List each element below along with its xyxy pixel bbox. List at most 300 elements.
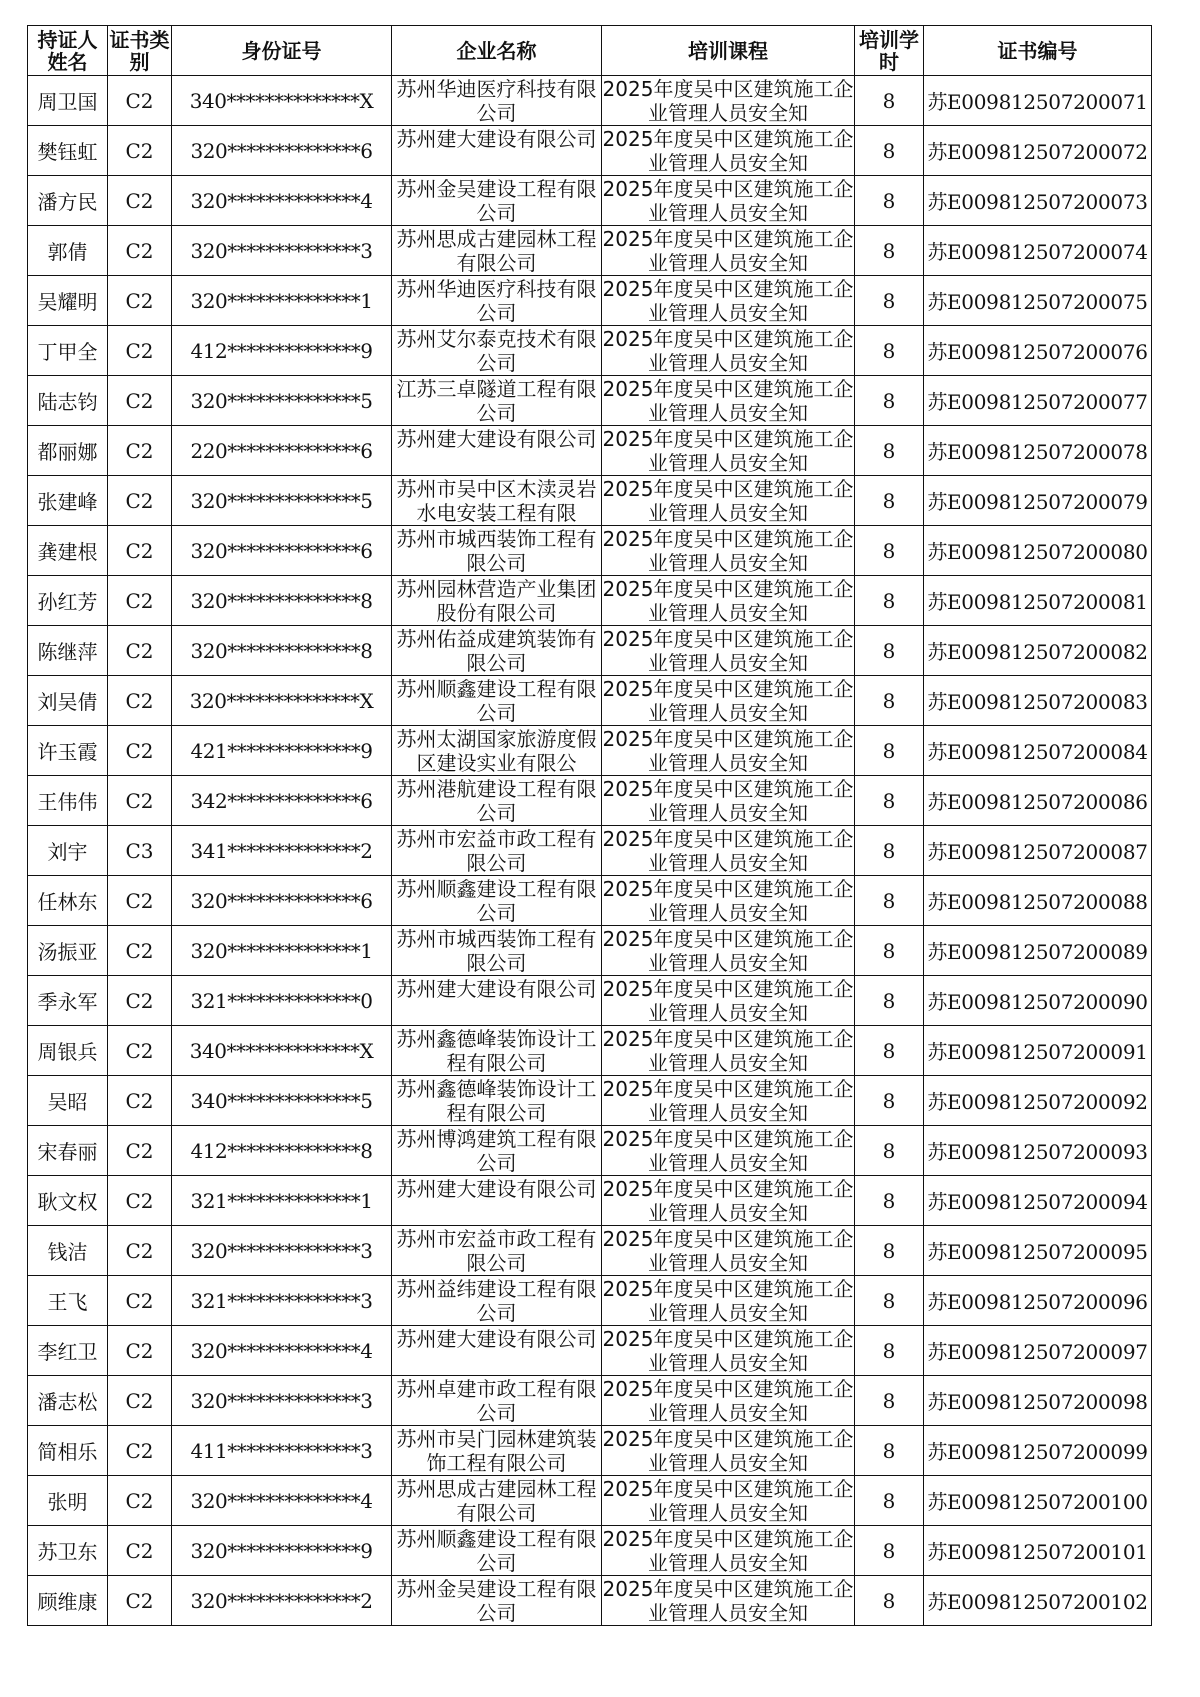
- cell-category: C2: [108, 1526, 172, 1576]
- cell-category: C2: [108, 676, 172, 726]
- cell-name: 耿文权: [28, 1176, 108, 1226]
- cell-course: [602, 1526, 855, 1576]
- cell-hours: 8: [855, 1076, 924, 1126]
- cell-id-number: 412**************9: [172, 326, 392, 376]
- cell-company-text: 苏州建大建设有限公司: [396, 977, 597, 1001]
- cell-company-text: 苏州思成古建园林工程有限公司: [396, 227, 597, 274]
- cell-company: [392, 1326, 602, 1376]
- cell-id-number: 321**************3: [172, 1276, 392, 1326]
- table-row: [28, 1526, 1152, 1576]
- cell-course: [602, 976, 855, 1026]
- cell-course-text: 2025年度吴中区建筑施工企业管理人员安全知: [602, 427, 854, 474]
- cell-company-text: 苏州思成古建园林工程有限公司: [396, 1477, 597, 1524]
- cell-name: 苏卫东: [28, 1526, 108, 1576]
- cell-hours: 8: [855, 126, 924, 176]
- header-course: 培训课程: [602, 26, 855, 76]
- cell-cert-no: 苏E009812507200087: [924, 826, 1152, 876]
- cell-name: 樊钰虹: [28, 126, 108, 176]
- table-row: [28, 626, 1152, 676]
- cell-id-number: 320**************4: [172, 1326, 392, 1376]
- cell-company: [392, 726, 602, 776]
- cell-hours: 8: [855, 326, 924, 376]
- cell-name: 张明: [28, 1476, 108, 1526]
- cell-course: [602, 1076, 855, 1126]
- cell-category: C2: [108, 276, 172, 326]
- cell-hours: 8: [855, 276, 924, 326]
- cell-cert-no: 苏E009812507200084: [924, 726, 1152, 776]
- table-row: [28, 926, 1152, 976]
- cell-name: 任林东: [28, 876, 108, 926]
- cell-name: 吴昭: [28, 1076, 108, 1126]
- cell-company-text: 苏州金吴建设工程有限公司: [396, 1577, 597, 1624]
- cell-course: [602, 826, 855, 876]
- table-row: [28, 1476, 1152, 1526]
- cell-cert-no: 苏E009812507200077: [924, 376, 1152, 426]
- cell-hours: 8: [855, 1176, 924, 1226]
- table-row: [28, 1126, 1152, 1176]
- cell-course: [602, 1426, 855, 1476]
- cell-company-text: 苏州建大建设有限公司: [396, 127, 597, 151]
- cell-course-text: 2025年度吴中区建筑施工企业管理人员安全知: [602, 377, 854, 424]
- certificate-table: [27, 25, 1152, 1626]
- cell-id-number: 340**************X: [172, 1026, 392, 1076]
- cell-course: [602, 1026, 855, 1076]
- cell-course-text: 2025年度吴中区建筑施工企业管理人员安全知: [602, 827, 854, 874]
- cell-company-text: 苏州市城西装饰工程有限公司: [396, 527, 597, 574]
- cell-hours: 8: [855, 1326, 924, 1376]
- cell-cert-no: 苏E009812507200082: [924, 626, 1152, 676]
- cell-category: C2: [108, 1426, 172, 1476]
- cell-company-text: 苏州华迪医疗科技有限公司: [396, 277, 597, 324]
- cell-course-text: 2025年度吴中区建筑施工企业管理人员安全知: [602, 1577, 854, 1624]
- cell-id-number: 412**************8: [172, 1126, 392, 1176]
- cell-course: [602, 326, 855, 376]
- cell-course: [602, 1176, 855, 1226]
- cell-course: [602, 1326, 855, 1376]
- cell-id-number: 320**************6: [172, 126, 392, 176]
- cell-company-text: 苏州艾尔泰克技术有限公司: [396, 327, 597, 374]
- cell-hours: 8: [855, 776, 924, 826]
- cell-company: [392, 1526, 602, 1576]
- cell-category: C2: [108, 526, 172, 576]
- cell-course-text: 2025年度吴中区建筑施工企业管理人员安全知: [602, 277, 854, 324]
- table-row: [28, 1076, 1152, 1126]
- cell-company: [392, 626, 602, 676]
- cell-company-text: 苏州园林营造产业集团股份有限公司: [396, 577, 597, 624]
- table-row: [28, 226, 1152, 276]
- cell-company-text: 苏州市吴门园林建筑装饰工程有限公司: [396, 1427, 597, 1474]
- cell-category: C2: [108, 1576, 172, 1626]
- cell-course: [602, 226, 855, 276]
- cell-name: 丁甲全: [28, 326, 108, 376]
- cell-category: C2: [108, 1076, 172, 1126]
- cell-course: [602, 926, 855, 976]
- cell-company-text: 苏州市城西装饰工程有限公司: [396, 927, 597, 974]
- cell-course-text: 2025年度吴中区建筑施工企业管理人员安全知: [602, 1077, 854, 1124]
- cell-id-number: 411**************3: [172, 1426, 392, 1476]
- cell-company-text: 苏州港航建设工程有限公司: [396, 777, 597, 824]
- header-name: 持证人姓名: [28, 26, 108, 76]
- cell-category: C2: [108, 776, 172, 826]
- cell-category: C2: [108, 1226, 172, 1276]
- cell-company-text: 苏州建大建设有限公司: [396, 427, 597, 451]
- cell-company-text: 苏州顺鑫建设工程有限公司: [396, 677, 597, 724]
- cell-id-number: 320**************6: [172, 876, 392, 926]
- cell-name: 宋春丽: [28, 1126, 108, 1176]
- cell-name: 潘方民: [28, 176, 108, 226]
- cell-company: [392, 1026, 602, 1076]
- cell-name: 周银兵: [28, 1026, 108, 1076]
- cell-hours: 8: [855, 576, 924, 626]
- table-row: [28, 426, 1152, 476]
- table-row: [28, 1276, 1152, 1326]
- cell-hours: 8: [855, 1576, 924, 1626]
- cell-category: C2: [108, 576, 172, 626]
- cell-company-text: 苏州建大建设有限公司: [396, 1327, 597, 1351]
- cell-hours: 8: [855, 476, 924, 526]
- cell-course-text: 2025年度吴中区建筑施工企业管理人员安全知: [602, 177, 854, 224]
- cell-name: 许玉霞: [28, 726, 108, 776]
- cell-id-number: 421**************9: [172, 726, 392, 776]
- cell-company: [392, 1476, 602, 1526]
- cell-cert-no: 苏E009812507200093: [924, 1126, 1152, 1176]
- cell-hours: 8: [855, 726, 924, 776]
- table-row: [28, 76, 1152, 126]
- cell-cert-no: 苏E009812507200073: [924, 176, 1152, 226]
- cell-company: [392, 1226, 602, 1276]
- cell-cert-no: 苏E009812507200080: [924, 526, 1152, 576]
- cell-hours: 8: [855, 976, 924, 1026]
- cell-company-text: 苏州佑益成建筑装饰有限公司: [396, 627, 597, 674]
- cell-id-number: 320**************3: [172, 226, 392, 276]
- cell-course-text: 2025年度吴中区建筑施工企业管理人员安全知: [602, 1427, 854, 1474]
- cell-category: C2: [108, 326, 172, 376]
- cell-course-text: 2025年度吴中区建筑施工企业管理人员安全知: [602, 927, 854, 974]
- cell-id-number: 320**************6: [172, 526, 392, 576]
- cell-cert-no: 苏E009812507200081: [924, 576, 1152, 626]
- table-row: [28, 776, 1152, 826]
- table-row: [28, 276, 1152, 326]
- cell-course-text: 2025年度吴中区建筑施工企业管理人员安全知: [602, 77, 854, 124]
- cell-hours: 8: [855, 1426, 924, 1476]
- cell-company: [392, 1376, 602, 1426]
- cell-category: C2: [108, 976, 172, 1026]
- cell-course-text: 2025年度吴中区建筑施工企业管理人员安全知: [602, 327, 854, 374]
- cell-company-text: 苏州市宏益市政工程有限公司: [396, 827, 597, 874]
- table-row: [28, 876, 1152, 926]
- cell-id-number: 320**************8: [172, 576, 392, 626]
- cell-name: 陈继萍: [28, 626, 108, 676]
- cell-hours: 8: [855, 1226, 924, 1276]
- cell-company-text: 苏州金吴建设工程有限公司: [396, 177, 597, 224]
- cell-hours: 8: [855, 1276, 924, 1326]
- cell-hours: 8: [855, 526, 924, 576]
- cell-cert-no: 苏E009812507200090: [924, 976, 1152, 1026]
- cell-course-text: 2025年度吴中区建筑施工企业管理人员安全知: [602, 577, 854, 624]
- cell-category: C2: [108, 1276, 172, 1326]
- cell-cert-no: 苏E009812507200096: [924, 1276, 1152, 1326]
- cell-course: [602, 476, 855, 526]
- cell-name: 陆志钧: [28, 376, 108, 426]
- cell-name: 刘宇: [28, 826, 108, 876]
- cell-name: 李红卫: [28, 1326, 108, 1376]
- cell-hours: 8: [855, 426, 924, 476]
- cell-course-text: 2025年度吴中区建筑施工企业管理人员安全知: [602, 1477, 854, 1524]
- cell-name: 吴耀明: [28, 276, 108, 326]
- cell-course: [602, 776, 855, 826]
- cell-course-text: 2025年度吴中区建筑施工企业管理人员安全知: [602, 977, 854, 1024]
- header-id-number: 身份证号: [172, 26, 392, 76]
- table-row: [28, 326, 1152, 376]
- table-row: [28, 1326, 1152, 1376]
- table-row: [28, 376, 1152, 426]
- cell-company-text: 苏州鑫德峰装饰设计工程有限公司: [396, 1027, 597, 1074]
- cell-cert-no: 苏E009812507200101: [924, 1526, 1152, 1576]
- cell-company: [392, 226, 602, 276]
- cell-company: [392, 976, 602, 1026]
- cell-course: [602, 676, 855, 726]
- cell-course: [602, 126, 855, 176]
- cell-id-number: 320**************1: [172, 276, 392, 326]
- cell-company: [392, 776, 602, 826]
- cell-name: 王伟伟: [28, 776, 108, 826]
- cell-cert-no: 苏E009812507200097: [924, 1326, 1152, 1376]
- table-row: [28, 476, 1152, 526]
- cell-id-number: 321**************0: [172, 976, 392, 1026]
- cell-name: 孙红芳: [28, 576, 108, 626]
- cell-company: [392, 526, 602, 576]
- cell-company-text: 苏州太湖国家旅游度假区建设实业有限公: [396, 727, 597, 774]
- cell-company-text: 苏州博鸿建筑工程有限公司: [396, 1127, 597, 1174]
- cell-company: [392, 376, 602, 426]
- table-row: [28, 1026, 1152, 1076]
- table-row: [28, 126, 1152, 176]
- cell-id-number: 320**************9: [172, 1526, 392, 1576]
- cell-category: C2: [108, 926, 172, 976]
- cell-cert-no: 苏E009812507200091: [924, 1026, 1152, 1076]
- cell-company: [392, 576, 602, 626]
- cell-company: [392, 1276, 602, 1326]
- cell-hours: 8: [855, 76, 924, 126]
- cell-cert-no: 苏E009812507200088: [924, 876, 1152, 926]
- cell-id-number: 321**************1: [172, 1176, 392, 1226]
- cell-cert-no: 苏E009812507200076: [924, 326, 1152, 376]
- cell-course-text: 2025年度吴中区建筑施工企业管理人员安全知: [602, 1377, 854, 1424]
- cell-cert-no: 苏E009812507200098: [924, 1376, 1152, 1426]
- cell-course: [602, 176, 855, 226]
- cell-cert-no: 苏E009812507200100: [924, 1476, 1152, 1526]
- cell-course: [602, 426, 855, 476]
- cell-company-text: 苏州华迪医疗科技有限公司: [396, 77, 597, 124]
- cell-cert-no: 苏E009812507200089: [924, 926, 1152, 976]
- cell-category: C2: [108, 1026, 172, 1076]
- header-company: 企业名称: [392, 26, 602, 76]
- cell-company: [392, 276, 602, 326]
- cell-company: [392, 1426, 602, 1476]
- cell-company: [392, 126, 602, 176]
- cell-course-text: 2025年度吴中区建筑施工企业管理人员安全知: [602, 527, 854, 574]
- cell-company: [392, 676, 602, 726]
- cell-company-text: 苏州鑫德峰装饰设计工程有限公司: [396, 1077, 597, 1124]
- cell-company: [392, 176, 602, 226]
- cell-id-number: 340**************5: [172, 1076, 392, 1126]
- cell-category: C2: [108, 126, 172, 176]
- table-row: [28, 576, 1152, 626]
- cell-company-text: 苏州顺鑫建设工程有限公司: [396, 877, 597, 924]
- cell-name: 汤振亚: [28, 926, 108, 976]
- cell-company: [392, 1126, 602, 1176]
- cell-cert-no: 苏E009812507200092: [924, 1076, 1152, 1126]
- cell-hours: 8: [855, 926, 924, 976]
- table-row: [28, 176, 1152, 226]
- cell-cert-no: 苏E009812507200072: [924, 126, 1152, 176]
- table-row: [28, 976, 1152, 1026]
- cell-course-text: 2025年度吴中区建筑施工企业管理人员安全知: [602, 477, 854, 524]
- header-hours: 培训学时: [855, 26, 924, 76]
- cell-cert-no: 苏E009812507200078: [924, 426, 1152, 476]
- cell-cert-no: 苏E009812507200074: [924, 226, 1152, 276]
- cell-hours: 8: [855, 176, 924, 226]
- cell-company-text: 苏州顺鑫建设工程有限公司: [396, 1527, 597, 1574]
- cell-id-number: 320**************1: [172, 926, 392, 976]
- cell-id-number: 320**************4: [172, 1476, 392, 1526]
- cell-course-text: 2025年度吴中区建筑施工企业管理人员安全知: [602, 1177, 854, 1224]
- cell-id-number: 320**************3: [172, 1226, 392, 1276]
- cell-course-text: 2025年度吴中区建筑施工企业管理人员安全知: [602, 877, 854, 924]
- cell-course-text: 2025年度吴中区建筑施工企业管理人员安全知: [602, 677, 854, 724]
- table-row: [28, 1376, 1152, 1426]
- cell-company: [392, 926, 602, 976]
- cell-company: [392, 876, 602, 926]
- cell-course-text: 2025年度吴中区建筑施工企业管理人员安全知: [602, 1527, 854, 1574]
- cell-cert-no: 苏E009812507200094: [924, 1176, 1152, 1226]
- cell-company: [392, 76, 602, 126]
- cell-cert-no: 苏E009812507200099: [924, 1426, 1152, 1476]
- header-row: [28, 26, 1152, 76]
- cell-id-number: 320**************3: [172, 1376, 392, 1426]
- cell-category: C2: [108, 1476, 172, 1526]
- cell-company: [392, 476, 602, 526]
- table-row: [28, 726, 1152, 776]
- cell-name: 钱洁: [28, 1226, 108, 1276]
- cell-name: 潘志松: [28, 1376, 108, 1426]
- cell-hours: 8: [855, 676, 924, 726]
- cell-category: C2: [108, 726, 172, 776]
- cell-company: [392, 426, 602, 476]
- cell-hours: 8: [855, 1476, 924, 1526]
- cell-category: C2: [108, 626, 172, 676]
- cell-course-text: 2025年度吴中区建筑施工企业管理人员安全知: [602, 1127, 854, 1174]
- table-row: [28, 526, 1152, 576]
- cell-name: 周卫国: [28, 76, 108, 126]
- cell-hours: 8: [855, 376, 924, 426]
- cell-cert-no: 苏E009812507200079: [924, 476, 1152, 526]
- cell-course-text: 2025年度吴中区建筑施工企业管理人员安全知: [602, 777, 854, 824]
- cell-name: 郭倩: [28, 226, 108, 276]
- cell-hours: 8: [855, 826, 924, 876]
- cell-id-number: 220**************6: [172, 426, 392, 476]
- cell-cert-no: 苏E009812507200083: [924, 676, 1152, 726]
- cell-course-text: 2025年度吴中区建筑施工企业管理人员安全知: [602, 1277, 854, 1324]
- cell-category: C2: [108, 226, 172, 276]
- cell-category: C2: [108, 876, 172, 926]
- cell-company-text: 苏州建大建设有限公司: [396, 1177, 597, 1201]
- cell-cert-no: 苏E009812507200102: [924, 1576, 1152, 1626]
- cell-category: C2: [108, 476, 172, 526]
- cell-name: 季永军: [28, 976, 108, 1026]
- cell-id-number: 320**************X: [172, 676, 392, 726]
- cell-name: 刘吴倩: [28, 676, 108, 726]
- cell-category: C3: [108, 826, 172, 876]
- cell-category: C2: [108, 376, 172, 426]
- table-row: [28, 676, 1152, 726]
- table-row: [28, 1176, 1152, 1226]
- cell-company: [392, 1576, 602, 1626]
- cell-course: [602, 1376, 855, 1426]
- cell-category: C2: [108, 426, 172, 476]
- cell-company-text: 苏州市吴中区木渎灵岩水电安装工程有限: [396, 477, 597, 524]
- cell-course: [602, 1576, 855, 1626]
- cell-hours: 8: [855, 226, 924, 276]
- cell-id-number: 341**************2: [172, 826, 392, 876]
- cell-name: 王飞: [28, 1276, 108, 1326]
- cell-category: C2: [108, 1126, 172, 1176]
- cell-id-number: 320**************2: [172, 1576, 392, 1626]
- cell-hours: 8: [855, 1126, 924, 1176]
- cell-cert-no: 苏E009812507200071: [924, 76, 1152, 126]
- cell-cert-no: 苏E009812507200095: [924, 1226, 1152, 1276]
- cell-course: [602, 1126, 855, 1176]
- cell-id-number: 320**************5: [172, 476, 392, 526]
- cell-course-text: 2025年度吴中区建筑施工企业管理人员安全知: [602, 627, 854, 674]
- cell-category: C2: [108, 76, 172, 126]
- cell-name: 张建峰: [28, 476, 108, 526]
- table-row: [28, 1226, 1152, 1276]
- cell-course: [602, 376, 855, 426]
- cell-course: [602, 576, 855, 626]
- cell-course: [602, 726, 855, 776]
- cell-company: [392, 826, 602, 876]
- cell-id-number: 320**************4: [172, 176, 392, 226]
- cell-category: C2: [108, 176, 172, 226]
- cell-course-text: 2025年度吴中区建筑施工企业管理人员安全知: [602, 727, 854, 774]
- cell-course-text: 2025年度吴中区建筑施工企业管理人员安全知: [602, 227, 854, 274]
- cell-company: [392, 326, 602, 376]
- header-category: 证书类别: [109, 27, 170, 74]
- table-row: [28, 826, 1152, 876]
- cell-course: [602, 1276, 855, 1326]
- cell-hours: 8: [855, 1376, 924, 1426]
- cell-hours: 8: [855, 1026, 924, 1076]
- cell-company-text: 苏州卓建市政工程有限公司: [396, 1377, 597, 1424]
- cell-cert-no: 苏E009812507200086: [924, 776, 1152, 826]
- cell-id-number: 320**************8: [172, 626, 392, 676]
- cell-course: [602, 1226, 855, 1276]
- cell-course: [602, 1476, 855, 1526]
- cell-company-text: 苏州益纬建设工程有限公司: [396, 1277, 597, 1324]
- cell-company-text: 江苏三卓隧道工程有限公司: [396, 377, 597, 424]
- cell-cert-no: 苏E009812507200075: [924, 276, 1152, 326]
- cell-id-number: 320**************5: [172, 376, 392, 426]
- cell-hours: 8: [855, 876, 924, 926]
- cell-course: [602, 526, 855, 576]
- cell-category: C2: [108, 1376, 172, 1426]
- cell-company-text: 苏州市宏益市政工程有限公司: [396, 1227, 597, 1274]
- cell-course: [602, 276, 855, 326]
- table-row: [28, 1576, 1152, 1626]
- cell-name: 都丽娜: [28, 426, 108, 476]
- cell-course-text: 2025年度吴中区建筑施工企业管理人员安全知: [602, 1027, 854, 1074]
